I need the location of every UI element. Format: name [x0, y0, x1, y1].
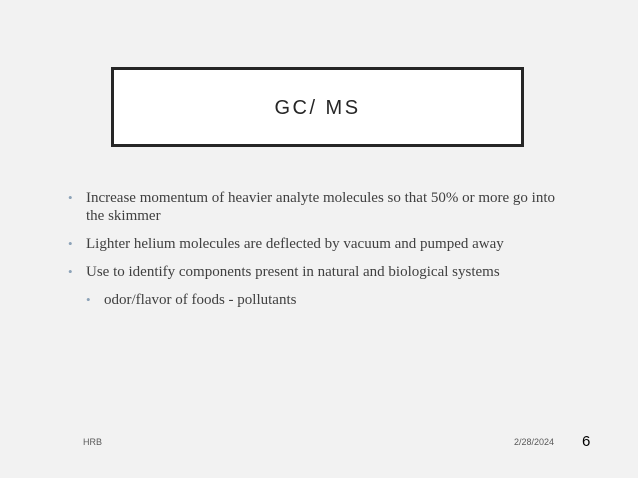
bullet-item [68, 235, 568, 253]
bullet-icon: • [68, 190, 73, 205]
bullet-item [68, 263, 568, 281]
bullet-text: Use to identify components present in natural and biological systems [86, 264, 500, 280]
title-box [111, 67, 524, 147]
footer-author: HRB [83, 437, 103, 447]
page-number: 6 [582, 433, 591, 450]
bullet-icon: • [68, 236, 73, 251]
bullet-text: Lighter helium molecules are deflected by vacuum and pumped away [86, 236, 504, 252]
sub-bullet-item [86, 291, 568, 309]
bullet-icon: • [86, 292, 91, 307]
footer-date: 2/28/2024 [514, 437, 555, 447]
bullet-list [68, 189, 568, 319]
bullet-text: Increase momentum of heavier analyte molecules so that 50% or more go into the skimmer [86, 190, 556, 224]
bullet-item [68, 189, 568, 225]
slide-title: GC/ MS [274, 96, 361, 119]
bullet-icon: • [68, 264, 73, 279]
sub-bullet-text: odor/flavor of foods - pollutants [104, 292, 297, 308]
